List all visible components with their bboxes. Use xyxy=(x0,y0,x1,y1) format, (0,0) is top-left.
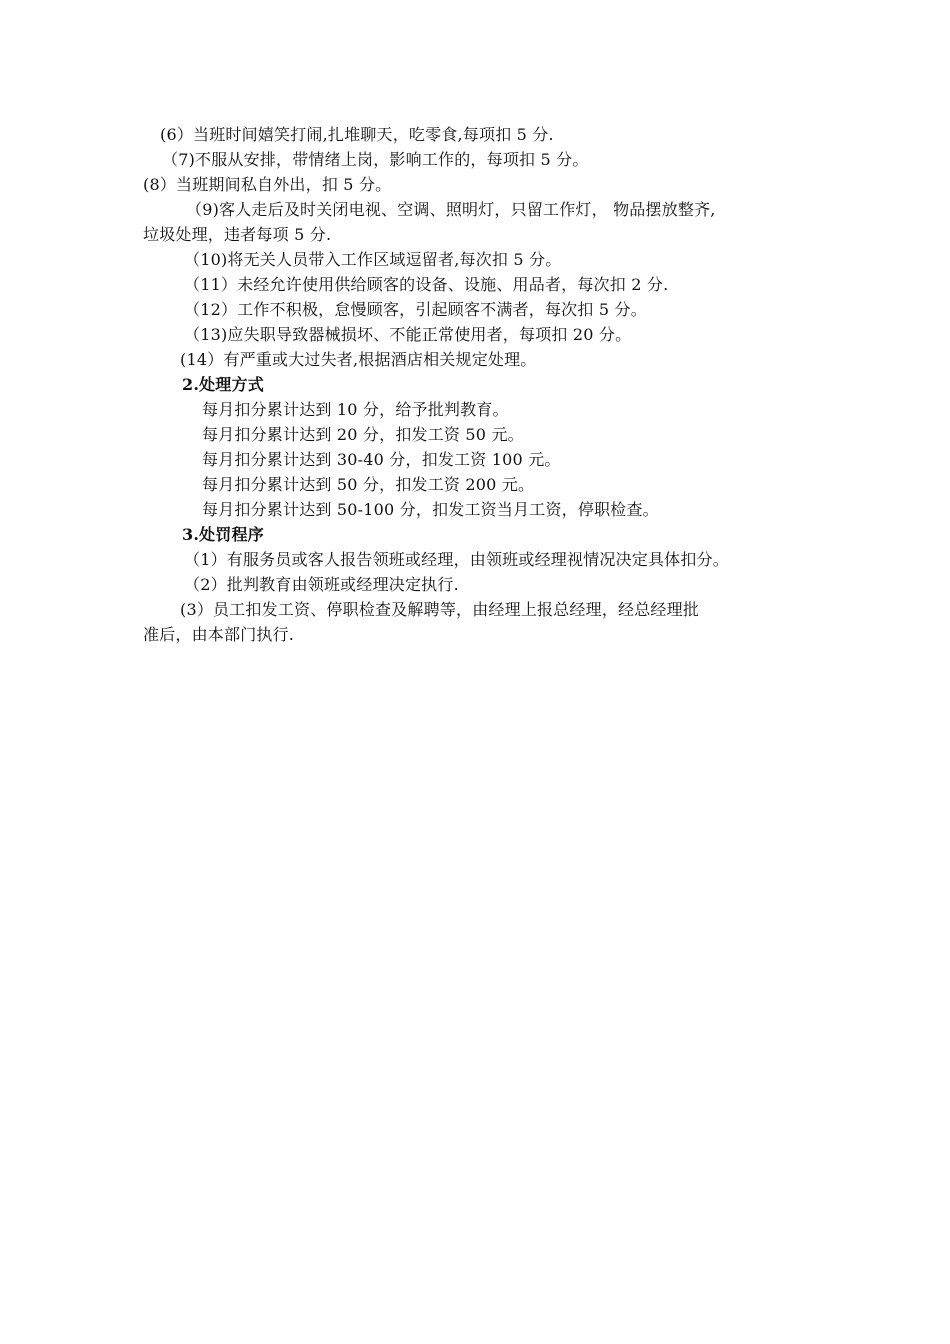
handling-line-1: 每月扣分累计达到 10 分，给予批判教育。 xyxy=(202,400,509,419)
handling-line-5: 每月扣分累计达到 50-100 分，扣发工资当月工资，停职检查。 xyxy=(202,500,659,519)
rule-item-9-line2: 垃圾处理，违者每项 5 分. xyxy=(143,225,332,244)
procedure-step-3-line2: 准后，由本部门执行. xyxy=(143,625,295,644)
procedure-step-1: （1）有服务员或客人报告领班或经理，由领班或经理视情况决定具体扣分。 xyxy=(184,550,729,569)
section-heading-handling: 2.处理方式 xyxy=(182,375,264,394)
section-heading-procedure: 3.处罚程序 xyxy=(182,525,264,544)
handling-line-3: 每月扣分累计达到 30-40 分，扣发工资 100 元。 xyxy=(202,450,561,469)
handling-line-4: 每月扣分累计达到 50 分，扣发工资 200 元。 xyxy=(202,475,535,494)
rule-item-7: （7)不服从安排，带情绪上岗，影响工作的，每项扣 5 分。 xyxy=(162,150,589,169)
rule-item-9-line1: （9)客人走后及时关闭电视、空调、照明灯，只留工作灯， 物品摆放整齐, xyxy=(186,200,716,219)
rule-item-8: (8）当班期间私自外出，扣 5 分。 xyxy=(143,175,392,194)
rule-item-14: (14）有严重或大过失者,根据酒店相关规定处理。 xyxy=(180,350,537,369)
rule-item-12: （12）工作不积极，怠慢顾客，引起顾客不满者，每次扣 5 分。 xyxy=(184,300,647,319)
procedure-step-3-line1: (3）员工扣发工资、停职检查及解聘等，由经理上报总经理，经总经理批 xyxy=(180,600,700,619)
procedure-step-2: （2）批判教育由领班或经理决定执行. xyxy=(184,575,459,594)
rule-item-11: （11）未经允许使用供给顾客的设备、设施、用品者，每次扣 2 分. xyxy=(184,275,669,294)
rule-item-6: (6）当班时间嬉笑打闹,扎堆聊天，吃零食,每项扣 5 分. xyxy=(160,125,554,144)
handling-line-2: 每月扣分累计达到 20 分，扣发工资 50 元。 xyxy=(202,425,524,444)
rule-item-13: （13)应失职导致器械损坏、不能正常使用者，每项扣 20 分。 xyxy=(184,325,632,344)
rule-item-10: （10)将无关人员带入工作区域逗留者,每次扣 5 分。 xyxy=(184,250,562,269)
